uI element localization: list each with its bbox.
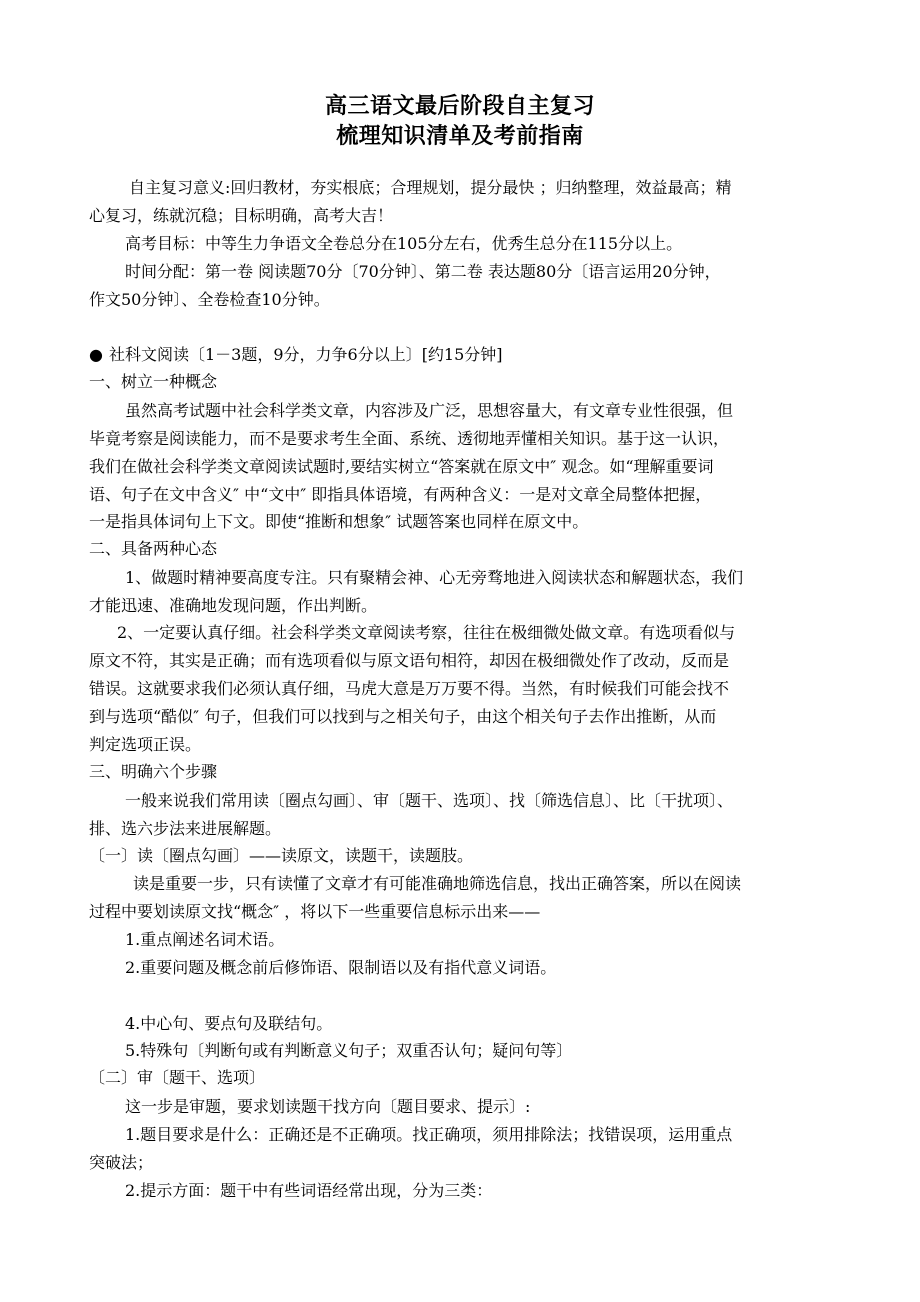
part-3-line-2: 排、选六步法来进展解题。: [89, 819, 282, 838]
step-1-item-5: 5.特殊句〔判断句或有判断意义句子；双重否认句；疑问句等〕: [125, 1041, 573, 1060]
intro-paragraph-2: 高考目标：中等生力争语文全卷总分在105分左右，优秀生总分在115分以上。: [125, 234, 683, 253]
step-2-heading: 〔二〕审〔题干、选项〕: [89, 1068, 266, 1087]
step-2-item-2: 2.提示方面：题干中有些词语经常出现，分为三类：: [125, 1181, 493, 1200]
section-heading-text: 社科文阅读〔1－3题，9分，力争6分以上〕[约15分钟]: [108, 345, 503, 364]
step-1-item-4: 4.中心句、要点句及联结句。: [125, 1014, 333, 1033]
part-2-item-2-line-2: 原文不符，其实是正确；而有选项看似与原文语句相符，却因在极细微处作了改动，反而是: [89, 651, 730, 670]
step-2-item-1-line-1: 1.题目要求是什么：正确还是不正确项。找正确项，须用排除法；找错误项，运用重点: [125, 1125, 733, 1144]
step-1-item-1: 1.重点阐述名词术语。: [125, 930, 285, 949]
part-1-line-4: 语、句子在文中含义″ 中“文中″ 即指具体语境，有两种含义：一是对文章全局整体把握，: [89, 485, 712, 504]
step-1-line-1: 读是重要一步，只有读懂了文章才有可能准确地筛选信息，找出正确答案，所以在阅读: [133, 874, 742, 893]
section-heading-social-science: [89, 345, 503, 365]
intro-paragraph-1-line-2: 心复习，练就沉稳；目标明确，高考大吉！: [89, 206, 394, 225]
part-1-line-3: 我们在做社会科学类文章阅读试题时,要结实树立“答案就在原文中″ 观念。如“理解重要词: [89, 457, 714, 476]
part-2-item-1-line-1: 1、做题时精神要高度专注。只有聚精会神、心无旁骛地进入阅读状态和解题状态，我们: [125, 568, 744, 587]
part-3-line-1: 一般来说我们常用读〔圈点勾画〕、审〔题干、选项〕、找〔筛选信息〕、比〔干扰项〕、: [125, 791, 734, 810]
part-2-item-2-line-1: 2、一定要认真仔细。社会科学类文章阅读考察，往往在极细微处做文章。有选项看似与: [117, 623, 736, 642]
part-1-line-2: 毕竟考察是阅读能力，而不是要求考生全面、系统、透彻地弄懂相关知识。基于这一认识，: [89, 429, 730, 448]
step-2-line-1: 这一步是审题，要求划读题干找方向〔题目要求、提示〕:: [125, 1097, 531, 1116]
document-title-line-2: 梳理知识清单及考前指南: [336, 124, 584, 149]
part-2-item-2-line-4: 到与选项“酷似″ 句子，但我们可以找到与之相关句子，由这个相关句子去作出推断，从而: [89, 707, 717, 726]
step-1-item-2: 2.重要问题及概念前后修饰语、限制语以及有指代意义词语。: [125, 958, 557, 977]
intro-paragraph-3-line-2: 作文50分钟〕、全卷检查10分钟。: [89, 290, 330, 309]
part-2-item-2-line-5: 判定选项正误。: [89, 735, 202, 754]
part-2-item-1-line-2: 才能迅速、准确地发现问题，作出判断。: [89, 596, 378, 615]
part-1-line-5: 一是指具体词句上下文。即使“推断和想象″ 试题答案也同样在原文中。: [89, 512, 589, 531]
bullet-icon: ●: [89, 345, 103, 364]
part-1-heading: 一、树立一种概念: [89, 372, 218, 391]
intro-paragraph-3-line-1: 时间分配：第一卷 阅读题70分〔70分钟〕、第二卷 表达题80分〔语言运用20分钟，: [125, 262, 721, 281]
part-2-heading: 二、具备两种心态: [89, 539, 218, 558]
step-1-line-2: 过程中要划读原文找“概念″ ，将以下一些重要信息标示出来——: [89, 902, 541, 921]
step-1-heading: 〔一〕读〔圈点勾画〕——读原文，读题干，读题肢。: [89, 846, 474, 865]
intro-paragraph-1-line-1: 自主复习意义:回归教材，夯实根底；合理规划，提分最快 ；归纳整理，效益最高；精: [129, 178, 732, 197]
step-2-item-1-line-2: 突破法；: [89, 1153, 154, 1172]
document-title-line-1: 高三语文最后阶段自主复习: [324, 94, 595, 119]
part-1-line-1: 虽然高考试题中社会科学类文章，内容涉及广泛，思想容量大，有文章专业性很强，但: [125, 401, 734, 420]
part-2-item-2-line-3: 错误。这就要求我们必须认真仔细，马虎大意是万万要不得。当然，有时候我们可能会找不: [89, 679, 730, 698]
part-3-heading: 三、明确六个步骤: [89, 762, 218, 781]
